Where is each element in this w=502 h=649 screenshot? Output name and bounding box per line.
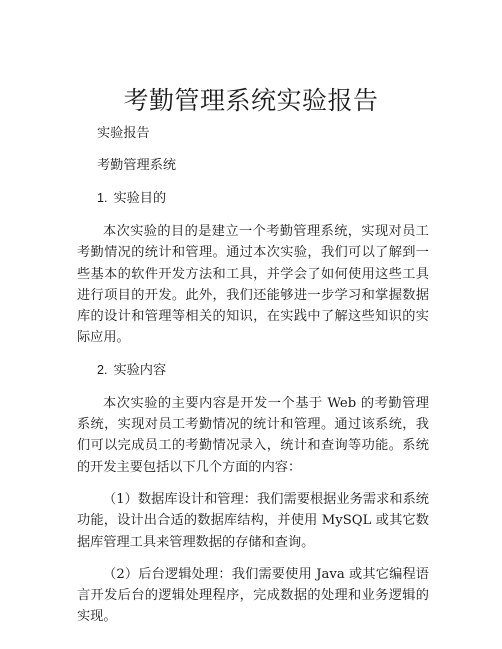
paragraph-content: 本次实验的主要内容是开发一个基于 Web 的考勤管理系统，实现对员工考勤情况的统计和管理。通过该系统，我们可以完成员工的考勤情况录入，统计和查询等功能。系统的开发主要包括以下几个方面的内容： [77,395,429,475]
section-heading-text: 实验目的 [113,191,167,206]
system-name: 考勤管理系统 [97,158,177,173]
section-heading-content [77,360,429,381]
section-number: 1. [97,191,108,205]
section-heading-text: 实验内容 [113,362,167,378]
document-title: 考勤管理系统实验报告 [123,86,379,115]
list-item-backend: （2）后台逻辑处理：我们需要使用 Java 或其它编程语言开发后台的逻辑处理程序，完成数据的处理和业务逻辑的实现。 [77,566,429,625]
section-heading-purpose [77,188,429,209]
section-number: 2. [97,362,108,377]
report-label: 实验报告 [97,126,150,141]
list-item-database: （1）数据库设计和管理：我们需要根据业务需求和系统功能，设计出合适的数据库结构，并使用 MySQL 或其它数据库管理工具来管理数据的存储和查询。 [77,491,429,550]
paragraph-purpose: 本次实验的目的是建立一个考勤管理系统，实现对员工考勤情况的统计和管理。通过本次实验，我们可以了解到一些基本的软件开发方法和工具，并学会了如何使用这些工具进行项目的开发。此外，我们还能够进一步学习和掌握数据库的设计和管理等相关的知识，在实践中了解这些知识的实际应用。 [77,224,429,346]
document-body [77,124,429,639]
